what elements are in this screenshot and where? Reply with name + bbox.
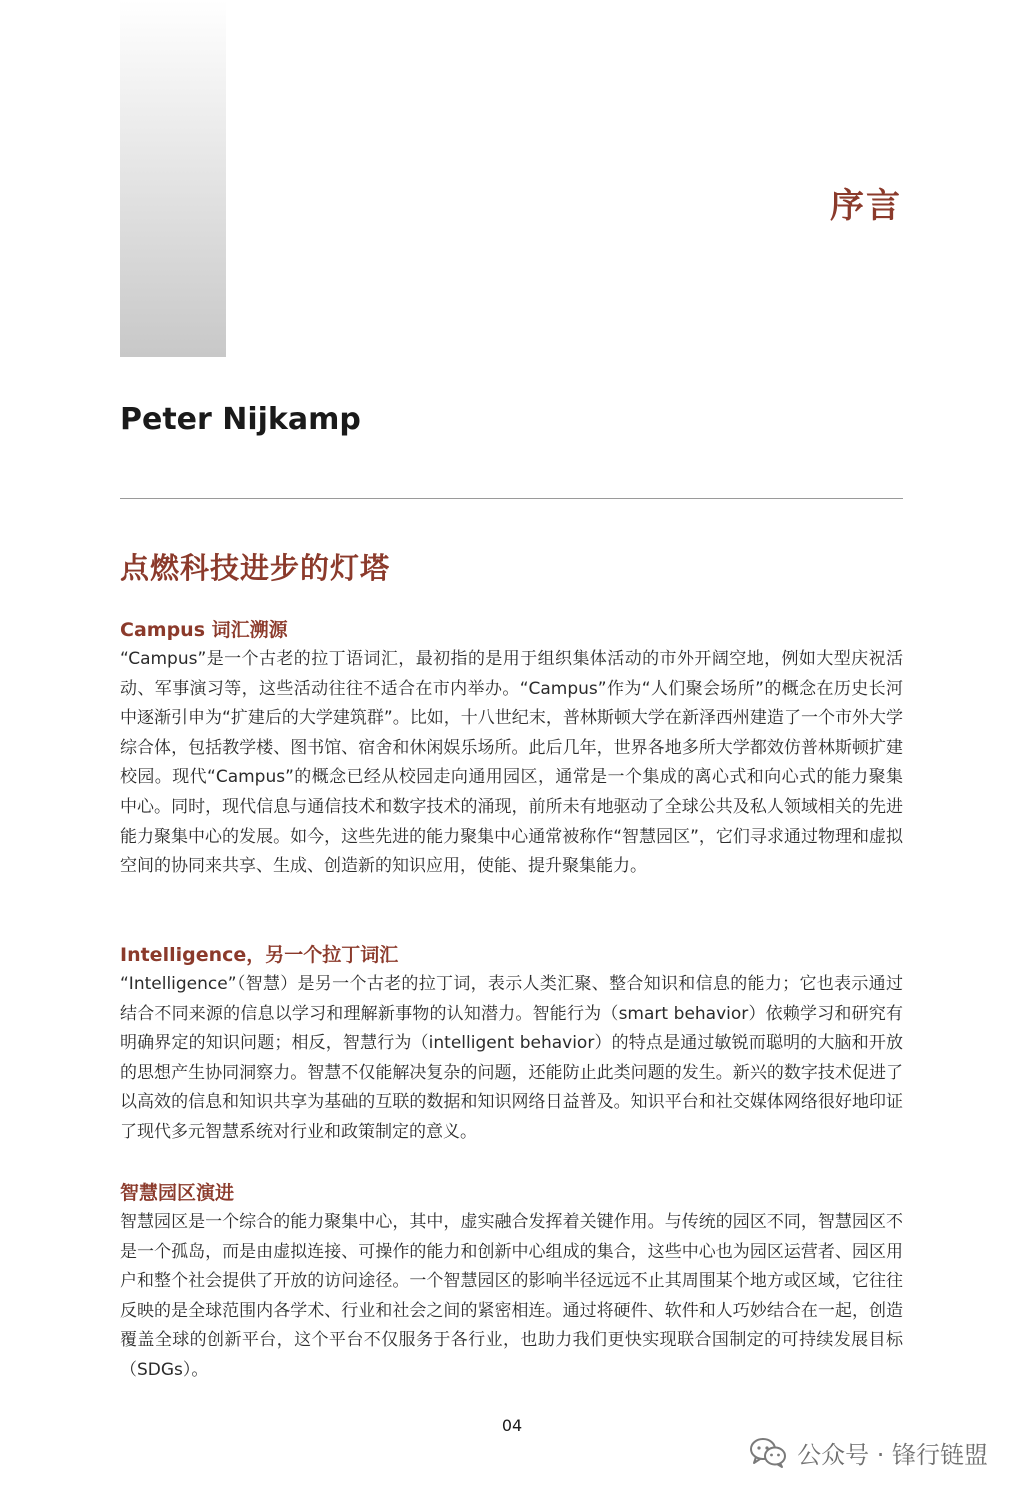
author-name: Peter Nijkamp bbox=[120, 402, 361, 437]
watermark-text: 公众号 · 锋行链盟 bbox=[797, 1441, 988, 1469]
section-heading: Intelligence，另一个拉丁词汇 bbox=[120, 944, 399, 966]
section-smart-campus bbox=[120, 1178, 903, 1386]
decorative-gray-bar bbox=[120, 0, 226, 357]
page-number: 04 bbox=[501, 1416, 523, 1435]
wechat-icon bbox=[749, 1437, 787, 1469]
section-heading: 智慧园区演进 bbox=[120, 1182, 235, 1204]
watermark bbox=[749, 1435, 988, 1470]
article-heading: 点燃科技进步的灯塔 bbox=[120, 551, 391, 585]
section-body: “Intelligence”（智慧）是另一个古老的拉丁词，表示人类汇聚、整合知识和信息的能力；它也表示通过结合不同来源的信息以学习和理解新事物的认知潜力。智能行为（smart behavior）依赖学习和研究有明确界定的知识问题；相反，智慧行为（intelligent behavior）的特点是通过敏锐而聪明的大脑和开放的思想产生协同洞察力。智慧不仅能解决复杂的问题，还能防止此类问题的发生。新兴的数字技术促进了以高效的信息和知识共享为基础的互联的数据和知识网络日益普及。知识平台和社交媒体网络很好地印证了现代多元智慧系统对行业和政策制定的意义。 bbox=[120, 974, 903, 1142]
section-body: “Campus”是一个古老的拉丁语词汇，最初指的是用于组织集体活动的市外开阔空地，例如大型庆祝活动、军事演习等，这些活动往往不适合在市内举办。“Campus”作为“人们聚会场所”的概念在历史长河中逐渐引申为“扩建后的大学建筑群”。比如，十八世纪末，普林斯顿大学在新泽西州建造了一个市外大学综合体，包括教学楼、图书馆、宿舍和休闲娱乐场所。此后几年，世界各地多所大学都效仿普林斯顿扩建校园。现代“Campus”的概念已经从校园走向通用园区，通常是一个集成的离心式和向心式的能力聚集中心。同时，现代信息与通信技术和数字技术的涌现，前所未有地驱动了全球公共及私人领域相关的先进能力聚集中心的发展。如今，这些先进的能力聚集中心通常被称作“智慧园区”，它们寻求通过物理和虚拟空间的协同来共享、生成、创造新的知识应用，使能、提升聚集能力。 bbox=[120, 649, 903, 877]
section-intelligence bbox=[120, 940, 903, 1148]
section-body: 智慧园区是一个综合的能力聚集中心，其中，虚实融合发挥着关键作用。与传统的园区不同，智慧园区不是一个孤岛，而是由虚拟连接、可操作的能力和创新中心组成的集合，这些中心也为园区运营者、园区用户和整个社会提供了开放的访问途径。一个智慧园区的影响半径远远不止其周围某个地方或区域，它往往反映的是全球范围内各学术、行业和社会之间的紧密相连。通过将硬件、软件和人巧妙结合在一起，创造覆盖全球的创新平台，这个平台不仅服务于各行业，也助力我们更快实现联合国制定的可持续发展目标（SDGs）。 bbox=[120, 1212, 903, 1380]
section-campus bbox=[120, 615, 903, 882]
chapter-title: 序言 bbox=[830, 186, 902, 226]
divider-line bbox=[120, 498, 903, 499]
section-heading: Campus 词汇溯源 bbox=[120, 619, 288, 641]
